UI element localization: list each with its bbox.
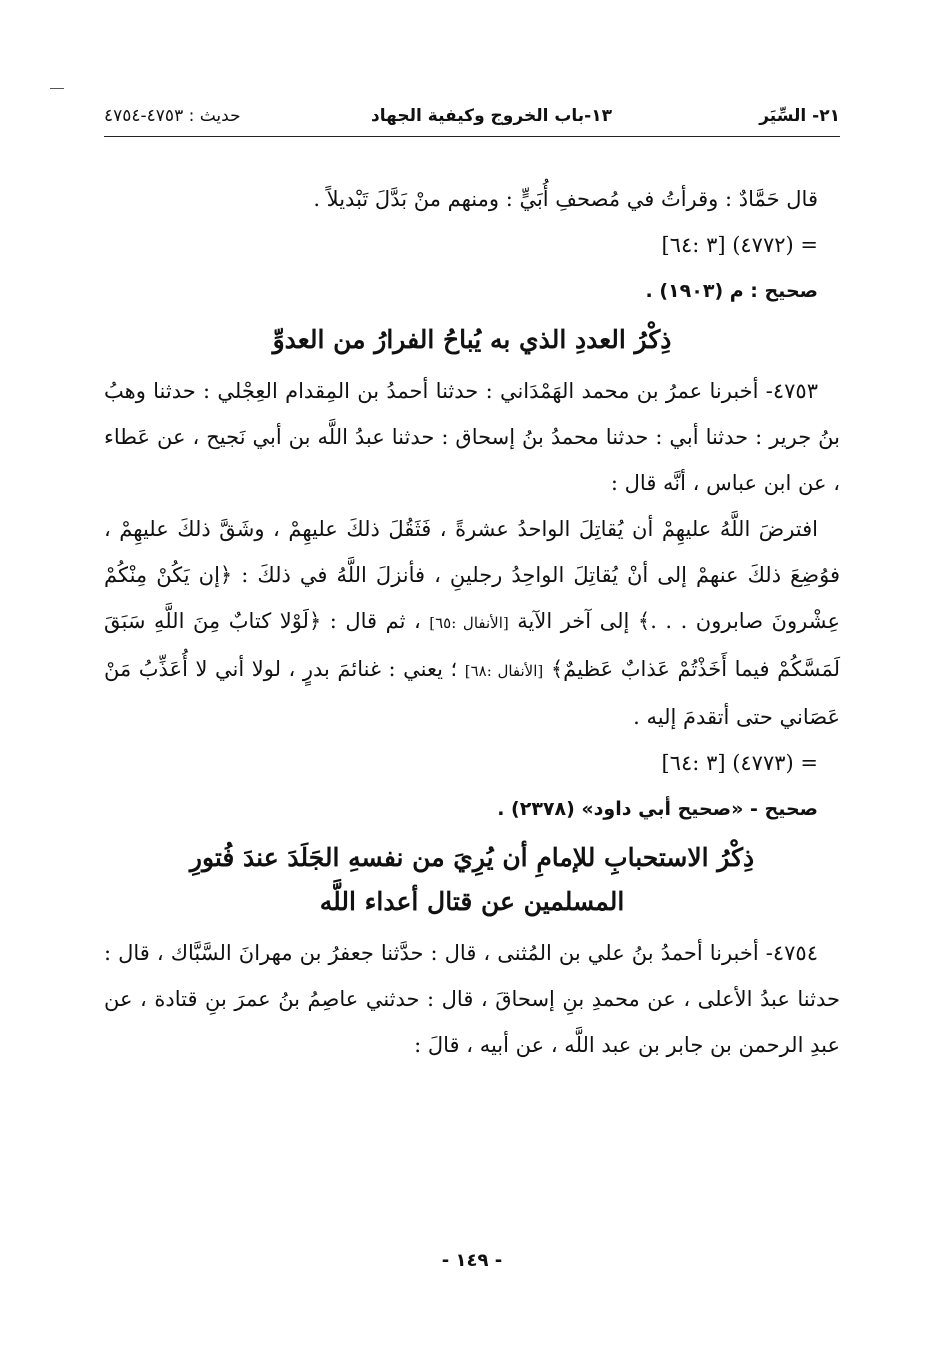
header-hadith-range: حديث : ٤٧٥٣-٤٧٥٤ (104, 106, 241, 126)
hammad-note: قال حَمَّادٌ : وقرأتُ في مُصحفِ أُبَيٍّ : ومنهم منْ بَدَّلَ تَبْديلاً . (313, 187, 818, 211)
heading-line-1: ذِكْرُ الاستحبابِ للإمامِ أن يُرِيَ من نفسهِ الجَلَدَ عندَ فُتورِ (189, 843, 755, 872)
header-chapter-title: ١٣-باب الخروج وكيفية الجهاد (371, 106, 612, 126)
chapter-heading-fleeing: ذِكْرُ العددِ الذي به يُباحُ الفرارُ من العدوِّ (272, 325, 672, 354)
page-number: - ١٤٩ - (441, 1250, 503, 1271)
hadith-4754-isnad: ٤٧٥٤- أخبرنا أحمدُ بنُ علي بن المُثنى ، قال : حدَّثنا جعفرُ بن مهرانَ السَّبَّاك ، قال : حدثنا عبدُ الأعلى ، عن محمدِ بنِ إسحاقَ ، قال : حدثني عاصِمُ بنُ عمرَ بنِ قتادة ، عن عبدِ الرحمن بن جابر بن عبد اللَّه ، عن أبيه ، قالَ : (104, 941, 840, 1057)
grading-4753: صحيح - «صحيح أبي داود» (٢٣٧٨) . (497, 798, 818, 820)
chapter-heading-imam (104, 836, 840, 924)
hadith-4753-isnad: ٤٧٥٣- أخبرنا عمرُ بن محمد الهَمْدَاني : حدثنا أحمدُ بن المِقدام العِجْلي : حدثنا وهبُ بنُ جرير : حدثنا أبي : حدثنا محمدُ بنُ إسحاق : حدثنا عبدُ اللَّه بن أبي نَجيح ، عن عَطاء ، عن ابن عباس ، أنَّه قال : (104, 379, 840, 495)
corner-mark (50, 88, 64, 89)
matn-part-1: افترضَ اللَّهُ عليهِمْ أن يُقاتِلَ الواحدُ عشرةً ، فَثَقُلَ ذلكَ عليهِمْ ، وشَقَّ ذلكَ عليهِمْ ، فوُضِعَ ذلكَ عنهمْ إلى أنْ يُقاتِلَ الواحِدُ رجلينِ ، فأنزلَ اللَّهُ في ذلكَ : ﴿إن يَكُنْ مِنْكُمْ عِشْرونَ صابرون . . .﴾ إلى آخر الآية (104, 517, 840, 633)
quran-citation-anfal-65: [الأنفال :٦٥] (429, 614, 509, 632)
hadith-4753-matn (104, 506, 840, 740)
grading-4752: صحيح : م (١٩٠٣) . (645, 280, 818, 302)
running-header (104, 100, 840, 137)
header-book-title: ٢١- السِّيَر (759, 106, 840, 126)
quran-citation-anfal-68: [الأنفال :٦٨] (464, 662, 544, 680)
matn-part-3: ؛ يعني : غنائمَ بدرٍ ، لولا أني لا أُعَذِّبُ مَنْ عَصَاني حتى أتقدمَ إليه . (104, 657, 840, 729)
cross-reference-4773: = (٤٧٧٣) [٣ :٦٤] (661, 751, 818, 775)
heading-line-2: المسلمين عن قتال أعداء اللَّه (319, 887, 625, 916)
matn-part-2: ، ثم قال : ﴿لَوْلا كتابٌ مِنَ اللَّهِ سَبَقَ لَمَسَّكُمْ فيما أَخَذْتُمْ عَذابٌ عَظيمٌ﴾ (104, 609, 840, 681)
page-body (104, 176, 840, 1068)
cross-reference-4772: = (٤٧٧٢) [٣ :٦٤] (661, 233, 818, 257)
